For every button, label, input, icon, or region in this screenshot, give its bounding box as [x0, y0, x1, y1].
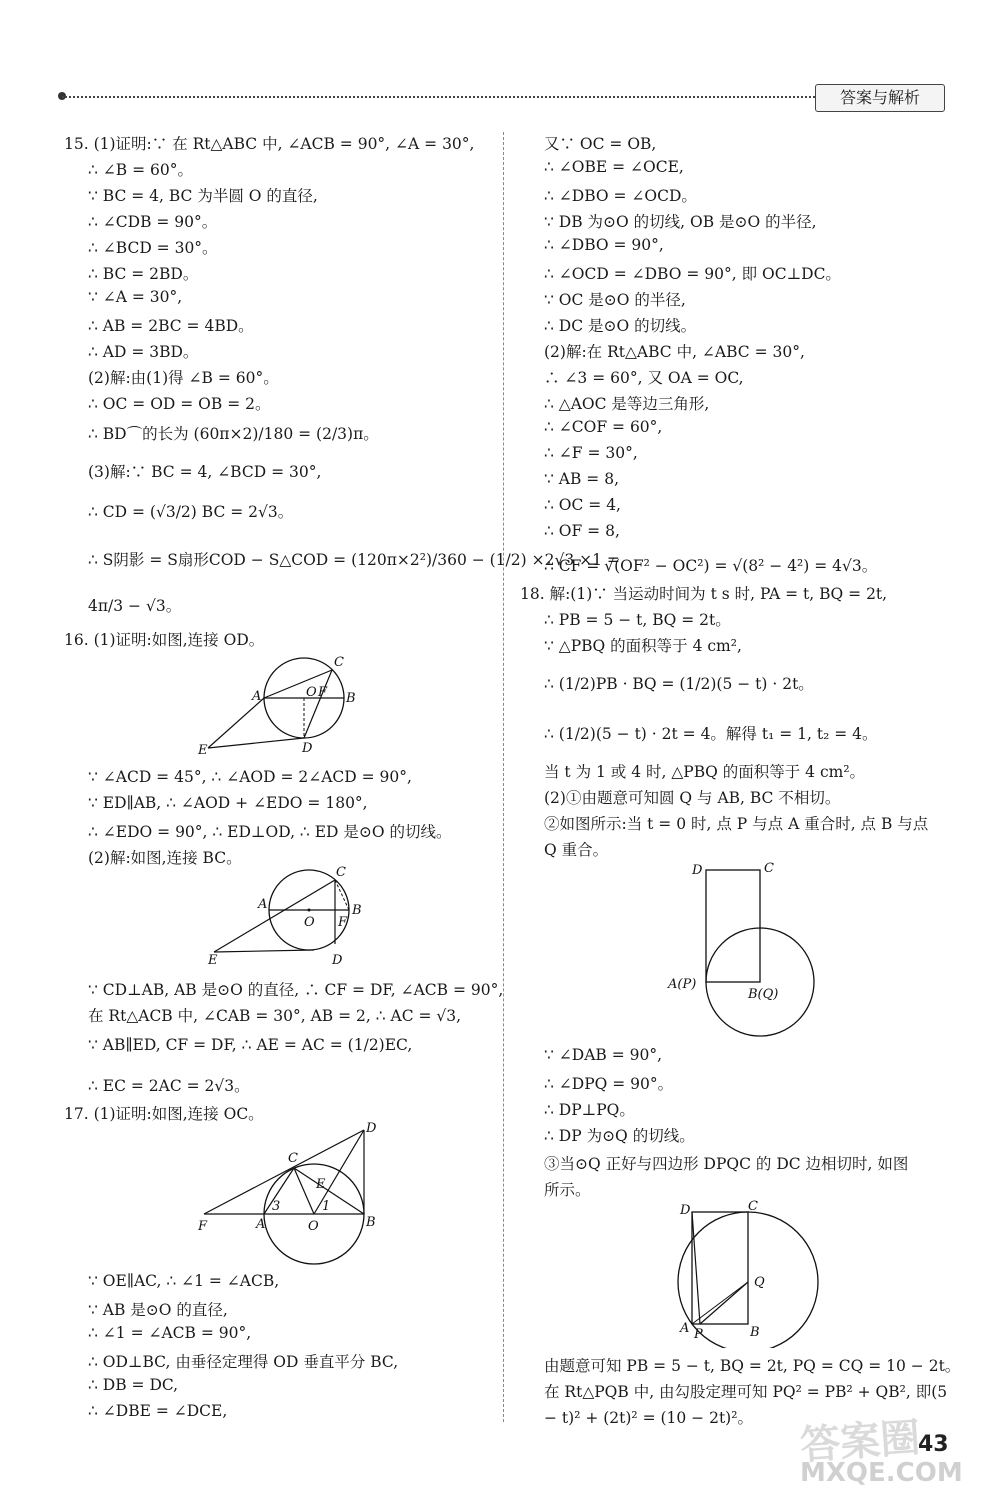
- text-line: − t)² + (2t)² = (10 − 2t)²。: [544, 1409, 753, 1427]
- text-line: ∴ OC = OD = OB = 2。: [88, 395, 271, 413]
- fig-label: B: [352, 903, 362, 918]
- text-line: ∴ AD = 3BD。: [88, 343, 199, 361]
- text-line: 15. (1)证明:∵ 在 Rt△ABC 中, ∠ACB = 90°, ∠A = 30°,: [64, 135, 475, 153]
- fig-label: C: [334, 655, 344, 670]
- text-line: (2)解:如图,连接 BC。: [88, 849, 242, 867]
- fig-label: E: [198, 743, 208, 756]
- fig-label: F: [198, 1219, 208, 1234]
- text-line: ∴ ∠OBE = ∠OCE,: [544, 158, 684, 176]
- fig-label: E: [208, 953, 218, 968]
- text-line: ∴ BC = 2BD。: [88, 265, 199, 283]
- fig-label: F: [338, 915, 348, 930]
- text-line: (2)解:由(1)得 ∠B = 60°。: [88, 369, 279, 387]
- text-line: ∴ BD⌒的长为 (60π×2)/180 = (2/3)π。: [88, 425, 379, 443]
- text-line: ∴ ∠DPQ = 90°。: [544, 1075, 674, 1093]
- text-line: 所示。: [544, 1181, 591, 1199]
- fig-label: D: [366, 1122, 377, 1136]
- fig-label: E: [316, 1177, 326, 1192]
- text-line: ∴ OD⊥BC, 由垂径定理得 OD 垂直平分 BC,: [88, 1353, 399, 1371]
- text-line: ②如图所示:当 t = 0 时, 点 P 与点 A 重合时, 点 B 与点: [544, 815, 929, 833]
- text-line: ∵ △PBQ 的面积等于 4 cm²,: [544, 637, 742, 655]
- text-line: ∴ DP 为⊙Q 的切线。: [544, 1127, 695, 1145]
- fig-label: Q: [754, 1275, 765, 1290]
- fig-label: B: [366, 1215, 376, 1230]
- text-line: ∴ ∠F = 30°,: [544, 444, 638, 462]
- fig-label: D: [692, 863, 703, 878]
- text-line: ∴ ∠DBO = ∠OCD。: [544, 187, 697, 205]
- text-line: ∴ ∠3 = 60°, 又 OA = OC,: [544, 369, 744, 387]
- fig-label: A: [258, 897, 268, 912]
- text-line: 又∵ OC = OB,: [544, 135, 657, 153]
- text-line: ∴ CF = √(OF² − OC²) = √(8² − 4²) = 4√3。: [544, 557, 878, 575]
- text-line: 17. (1)证明:如图,连接 OC。: [64, 1105, 264, 1123]
- text-line: 4π/3 − √3。: [88, 597, 182, 615]
- text-line: ∵ DB 为⊙O 的切线, OB 是⊙O 的半径,: [544, 213, 817, 231]
- fig-label: D: [680, 1203, 691, 1218]
- text-line: ∵ BC = 4, BC 为半圆 O 的直径,: [88, 187, 318, 205]
- text-line: ∴ ∠COF = 60°,: [544, 418, 663, 436]
- fig-label: F: [318, 685, 328, 700]
- text-line: ∴ ∠DBO = 90°,: [544, 236, 664, 254]
- text-line: ∴ S阴影 = S扇形COD − S△COD = (120π×2²)/360 − (1/2) ×2√3 ×1 =: [88, 551, 620, 569]
- text-line: ∴ DB = DC,: [88, 1376, 179, 1394]
- text-line: 18. 解:(1)∵ 当运动时间为 t s 时, PA = t, BQ = 2t,: [520, 585, 888, 603]
- fig-label: B: [346, 691, 356, 706]
- fig-label: O: [306, 685, 317, 700]
- text-line: ∵ AB 是⊙O 的直径,: [88, 1301, 228, 1319]
- header-title: 答案与解析: [815, 84, 945, 112]
- text-line: ∴ ∠EDO = 90°, ∴ ED⊥OD, ∴ ED 是⊙O 的切线。: [88, 823, 452, 841]
- fig-label: A: [680, 1321, 690, 1336]
- text-line: ∴ ∠CDB = 90°。: [88, 213, 218, 231]
- fig-label: D: [332, 953, 343, 968]
- watermark-url: MXQE.COM: [800, 1458, 963, 1488]
- column-divider: [503, 132, 504, 1422]
- text-line: ∴ CD = (√3/2) BC = 2√3。: [88, 503, 294, 521]
- text-line: ∵ ∠DAB = 90°,: [544, 1046, 663, 1064]
- text-line: ∵ ∠ACD = 45°, ∴ ∠AOD = 2∠ACD = 90°,: [88, 768, 412, 786]
- fig-label: 3: [272, 1199, 281, 1214]
- text-line: Q 重合。: [544, 841, 609, 859]
- text-line: ∵ OE∥AC, ∴ ∠1 = ∠ACB,: [88, 1272, 280, 1290]
- text-line: ∴ DC 是⊙O 的切线。: [544, 317, 697, 335]
- page-number: 43: [918, 1432, 949, 1457]
- text-line: 当 t 为 1 或 4 时, △PBQ 的面积等于 4 cm²。: [544, 763, 866, 781]
- fig-label: C: [764, 861, 774, 876]
- text-line: (2)①由题意可知圆 Q 与 AB, BC 不相切。: [544, 789, 841, 807]
- figure-18a: [660, 856, 820, 1050]
- text-line: ③当⊙Q 正好与四边形 DPQC 的 DC 边相切时, 如图: [544, 1155, 909, 1173]
- figure-16b: [204, 864, 384, 972]
- text-line: ∴ OF = 8,: [544, 522, 620, 540]
- text-line: ∴ ∠B = 60°。: [88, 161, 193, 179]
- fig-label: B: [750, 1325, 760, 1340]
- text-line: ∵ OC 是⊙O 的半径,: [544, 291, 686, 309]
- text-line: ∵ CD⊥AB, AB 是⊙O 的直径, ∴ CF = DF, ∠ACB = 90°,: [88, 981, 504, 999]
- text-line: ∴ ∠DBE = ∠DCE,: [88, 1402, 228, 1420]
- figure-17: [198, 1122, 388, 1272]
- text-line: ∴ (1/2)(5 − t) · 2t = 4。解得 t₁ = 1, t₂ = 4。: [544, 725, 878, 743]
- text-line: ∴ EC = 2AC = 2√3。: [88, 1077, 250, 1095]
- fig-label: C: [748, 1199, 758, 1214]
- text-line: ∵ AB = 8,: [544, 470, 620, 488]
- text-line: ∵ AB∥ED, CF = DF, ∴ AE = AC = (1/2)EC,: [88, 1036, 413, 1054]
- figure-16a: [194, 652, 374, 760]
- fig-label: 1: [322, 1199, 331, 1214]
- fig-label: D: [302, 741, 313, 756]
- text-line: ∴ ∠BCD = 30°。: [88, 239, 218, 257]
- text-line: (3)解:∵ BC = 4, ∠BCD = 30°,: [88, 463, 322, 481]
- text-line: 16. (1)证明:如图,连接 OD。: [64, 631, 265, 649]
- fig-label: C: [336, 865, 346, 880]
- fig-label: P: [694, 1327, 703, 1342]
- text-line: 在 Rt△PQB 中, 由勾股定理可知 PQ² = PB² + QB², 即(5: [544, 1383, 948, 1401]
- text-line: ∴ (1/2)PB · BQ = (1/2)(5 − t) · 2t。: [544, 675, 814, 693]
- text-line: ∴ ∠OCD = ∠DBO = 90°, 即 OC⊥DC。: [544, 265, 841, 283]
- fig-label: O: [304, 915, 315, 930]
- text-line: ∴ △AOC 是等边三角形,: [544, 395, 710, 413]
- fig-label: A(P): [668, 977, 697, 992]
- watermark-logo: 答案圈: [798, 1414, 922, 1470]
- text-line: 由题意可知 PB = 5 − t, BQ = 2t, PQ = CQ = 10 − 2t。: [544, 1357, 961, 1375]
- text-line: (2)解:在 Rt△ABC 中, ∠ABC = 30°,: [544, 343, 805, 361]
- text-line: ∵ ED∥AB, ∴ ∠AOD + ∠EDO = 180°,: [88, 794, 368, 812]
- fig-label: A: [256, 1217, 266, 1232]
- text-line: ∴ ∠1 = ∠ACB = 90°,: [88, 1324, 252, 1342]
- text-line: ∴ AB = 2BC = 4BD。: [88, 317, 254, 335]
- fig-label: O: [308, 1219, 319, 1234]
- header-rule: [62, 96, 822, 98]
- fig-label: C: [288, 1151, 298, 1166]
- text-line: ∴ PB = 5 − t, BQ = 2t。: [544, 611, 731, 629]
- text-line: ∴ DP⊥PQ。: [544, 1101, 635, 1119]
- text-line: ∵ ∠A = 30°,: [88, 288, 183, 306]
- text-line: 在 Rt△ACB 中, ∠CAB = 30°, AB = 2, ∴ AC = √3,: [88, 1007, 462, 1025]
- text-line: ∴ OC = 4,: [544, 496, 621, 514]
- figure-18b: [670, 1198, 820, 1352]
- fig-label: B(Q): [748, 987, 779, 1002]
- fig-label: A: [252, 689, 262, 704]
